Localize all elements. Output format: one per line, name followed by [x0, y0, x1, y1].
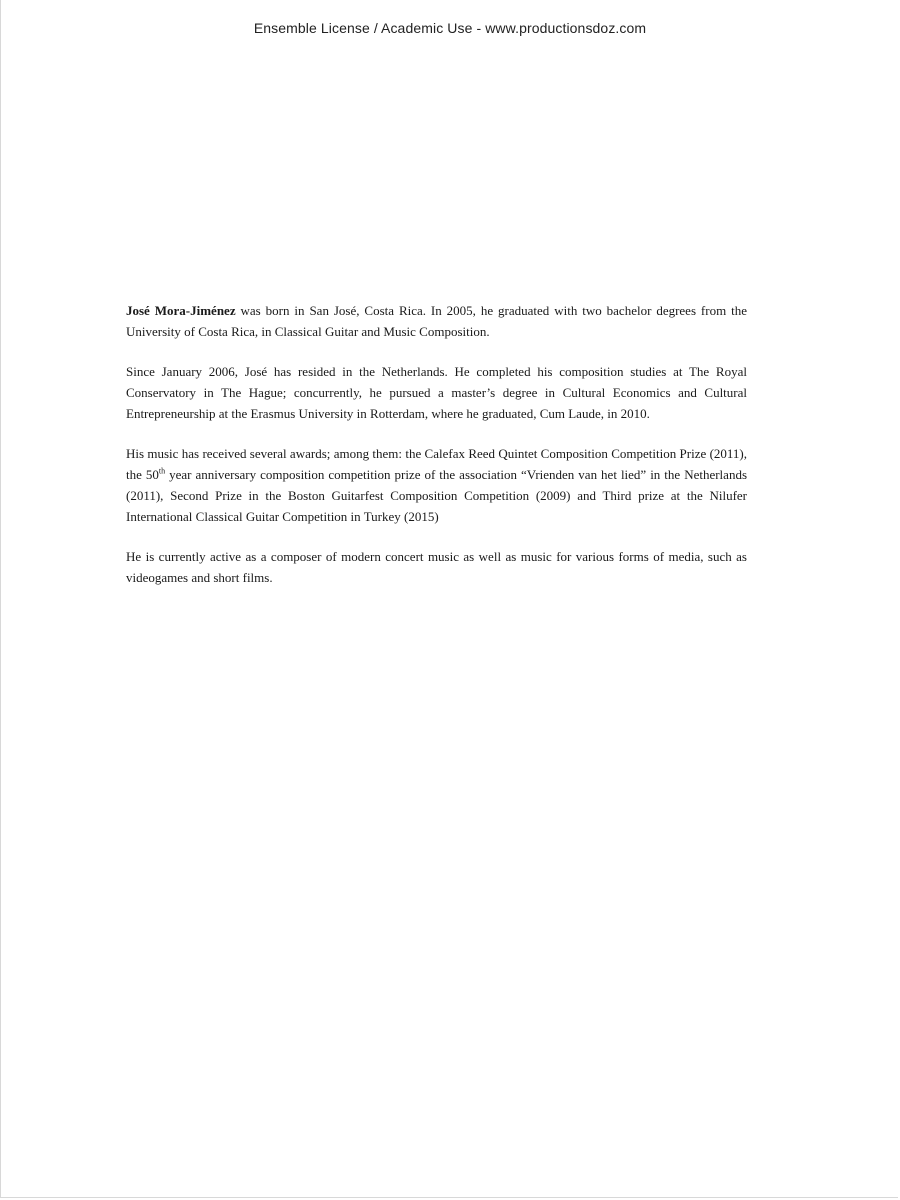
- bio-paragraph-3-text-b: year anniversary composition competition prize of the association “Vrienden van het lied” in the Netherlands (2011), Second Prize in the Boston Guitarfest Composition Competition (2009) and Third prize at the Nilufer International Classical Guitar Competition in Turkey (2015): [126, 467, 747, 524]
- bio-paragraph-2: Since January 2006, José has resided in the Netherlands. He completed his composition studies at The Royal Conservatory in The Hague; concurrently, he pursued a master’s degree in Cultural Economics and Cultural Entrepreneurship at the Erasmus University in Rotterdam, where he graduated, Cum Laude, in 2010.: [126, 364, 747, 421]
- composer-name: José Mora-Jiménez: [126, 303, 236, 318]
- composer-biography: [126, 300, 747, 607]
- bio-paragraph-4: He is currently active as a composer of modern concert music as well as music for various forms of media, such as videogames and short films.: [126, 549, 747, 585]
- bio-paragraph-3: [126, 443, 747, 527]
- bio-paragraph-3-text-a: His music has received several awards; among them: the Calefax Reed Quintet Composition Competition Prize (2011), the 50: [126, 446, 747, 482]
- license-header: Ensemble License / Academic Use - www.productionsdoz.com: [253, 20, 647, 36]
- bio-paragraph-1-text: was born in San José, Costa Rica. In 2005, he graduated with two bachelor degrees from the University of Costa Rica, in Classical Guitar and Music Composition.: [126, 303, 748, 339]
- ordinal-suffix: th: [158, 466, 166, 476]
- bio-paragraph-1: [126, 300, 747, 342]
